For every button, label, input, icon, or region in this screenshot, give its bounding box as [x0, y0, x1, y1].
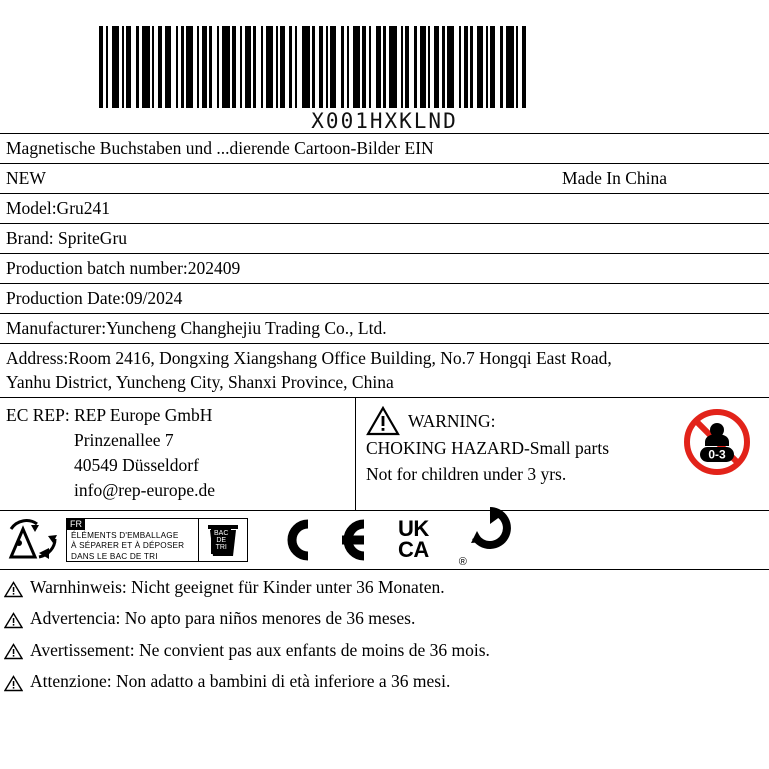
warning-triangle-icon [4, 673, 23, 690]
address-line-2: Yanhu District, Yuncheng City, Shanxi Province, China [6, 371, 394, 392]
manufacturer: Manufacturer:Yuncheng Changhejiu Trading Co., Ltd. [6, 317, 387, 338]
product-origin: Made In China [562, 167, 667, 188]
product-brand: Brand: SpriteGru [6, 227, 128, 248]
table-row-manufacturer [0, 314, 769, 344]
recycling-bin-icon [198, 519, 247, 561]
bin-label-line-1: BAC [214, 529, 229, 537]
ec-rep-block [0, 398, 356, 509]
warning-triangle-icon [4, 610, 23, 627]
ec-rep-email: info@rep-europe.de [74, 479, 215, 500]
spec-table [0, 133, 769, 398]
warning-triangle-icon [4, 641, 23, 658]
bin-label [211, 528, 231, 554]
ukca-line-1: UK [398, 516, 429, 542]
warning-triangle-icon [4, 579, 23, 596]
ukca-line-2: CA [398, 536, 429, 562]
warning-triangle-icon [366, 406, 400, 436]
table-row-production-date [0, 284, 769, 314]
address-line-1: Address:Room 2416, Dongxing Xiangshang Office Building, No.7 Hongqi East Road, [6, 348, 612, 368]
warning-text-fr: Avertissement: Ne convient pas aux enfants de moins de 36 mois. [30, 639, 490, 660]
fr-packaging-sorting-box [66, 518, 248, 562]
warning-text-de: Warnhinweis: Nicht geeignet für Kinder unter 36 Monaten. [30, 577, 445, 598]
fr-line-3: DANS LE BAC DE TRI [71, 551, 158, 561]
no-children-under-3-icon [681, 406, 753, 478]
table-row-model [0, 194, 769, 224]
table-row-title [0, 134, 769, 164]
production-date: Production Date:09/2024 [6, 287, 183, 308]
list-item [4, 603, 769, 634]
list-item [4, 634, 769, 665]
warning-line-2: CHOKING HAZARD-Small parts [366, 438, 610, 459]
mobius-loop-recycling-icon [459, 505, 523, 574]
table-row-brand [0, 224, 769, 254]
table-row-batch [0, 254, 769, 284]
fr-sorting-text [67, 519, 198, 561]
fr-line-2: À SÉPARER ET À DÉPOSER [71, 541, 185, 551]
warning-text-es: Advertencia: No apto para niños menores de 36 meses. [30, 608, 416, 629]
barcode-icon [99, 26, 671, 108]
mobius-registered-mark: ® [458, 556, 467, 569]
warning-line-3: Not for children under 3 yrs. [366, 463, 567, 484]
compliance-symbols-row [0, 511, 769, 570]
product-model: Model:Gru241 [6, 197, 111, 218]
ce-mark-icon [268, 518, 376, 562]
table-row-address [0, 344, 769, 398]
multilingual-warnings-list [0, 570, 769, 769]
ec-rep-street: Prinzenallee 7 [74, 430, 174, 451]
product-title: Magnetische Buchstaben und ...dierende Cartoon-Bilder EIN [6, 137, 434, 158]
ec-rep-and-warning-row [0, 398, 769, 510]
triman-recycling-icon [4, 517, 62, 563]
svg-text:0-3: 0-3 [708, 447, 726, 462]
fr-line-1: ÉLÉMENTS D'EMBALLAGE [71, 530, 179, 540]
ec-rep-city: 40549 Düsseldorf [74, 454, 199, 475]
ec-rep-header: EC REP: REP Europe GmbH [6, 405, 213, 426]
barcode-block [0, 0, 769, 133]
list-item [4, 572, 769, 603]
warning-text-it: Attenzione: Non adatto a bambini di età inferiore a 36 mesi. [30, 670, 451, 691]
ukca-mark [398, 516, 429, 562]
warning-title: WARNING: [408, 410, 496, 431]
barcode-number: X001HXKLND [311, 109, 458, 133]
bin-label-line-3: TRI [215, 544, 227, 552]
production-batch-number: Production batch number:202409 [6, 257, 241, 278]
product-condition: NEW [6, 167, 46, 188]
warning-block [356, 398, 769, 509]
bin-label-line-2: DE [216, 536, 227, 544]
list-item [4, 665, 769, 696]
fr-flag-label: FR [67, 519, 85, 530]
table-row-condition-origin [0, 164, 769, 194]
